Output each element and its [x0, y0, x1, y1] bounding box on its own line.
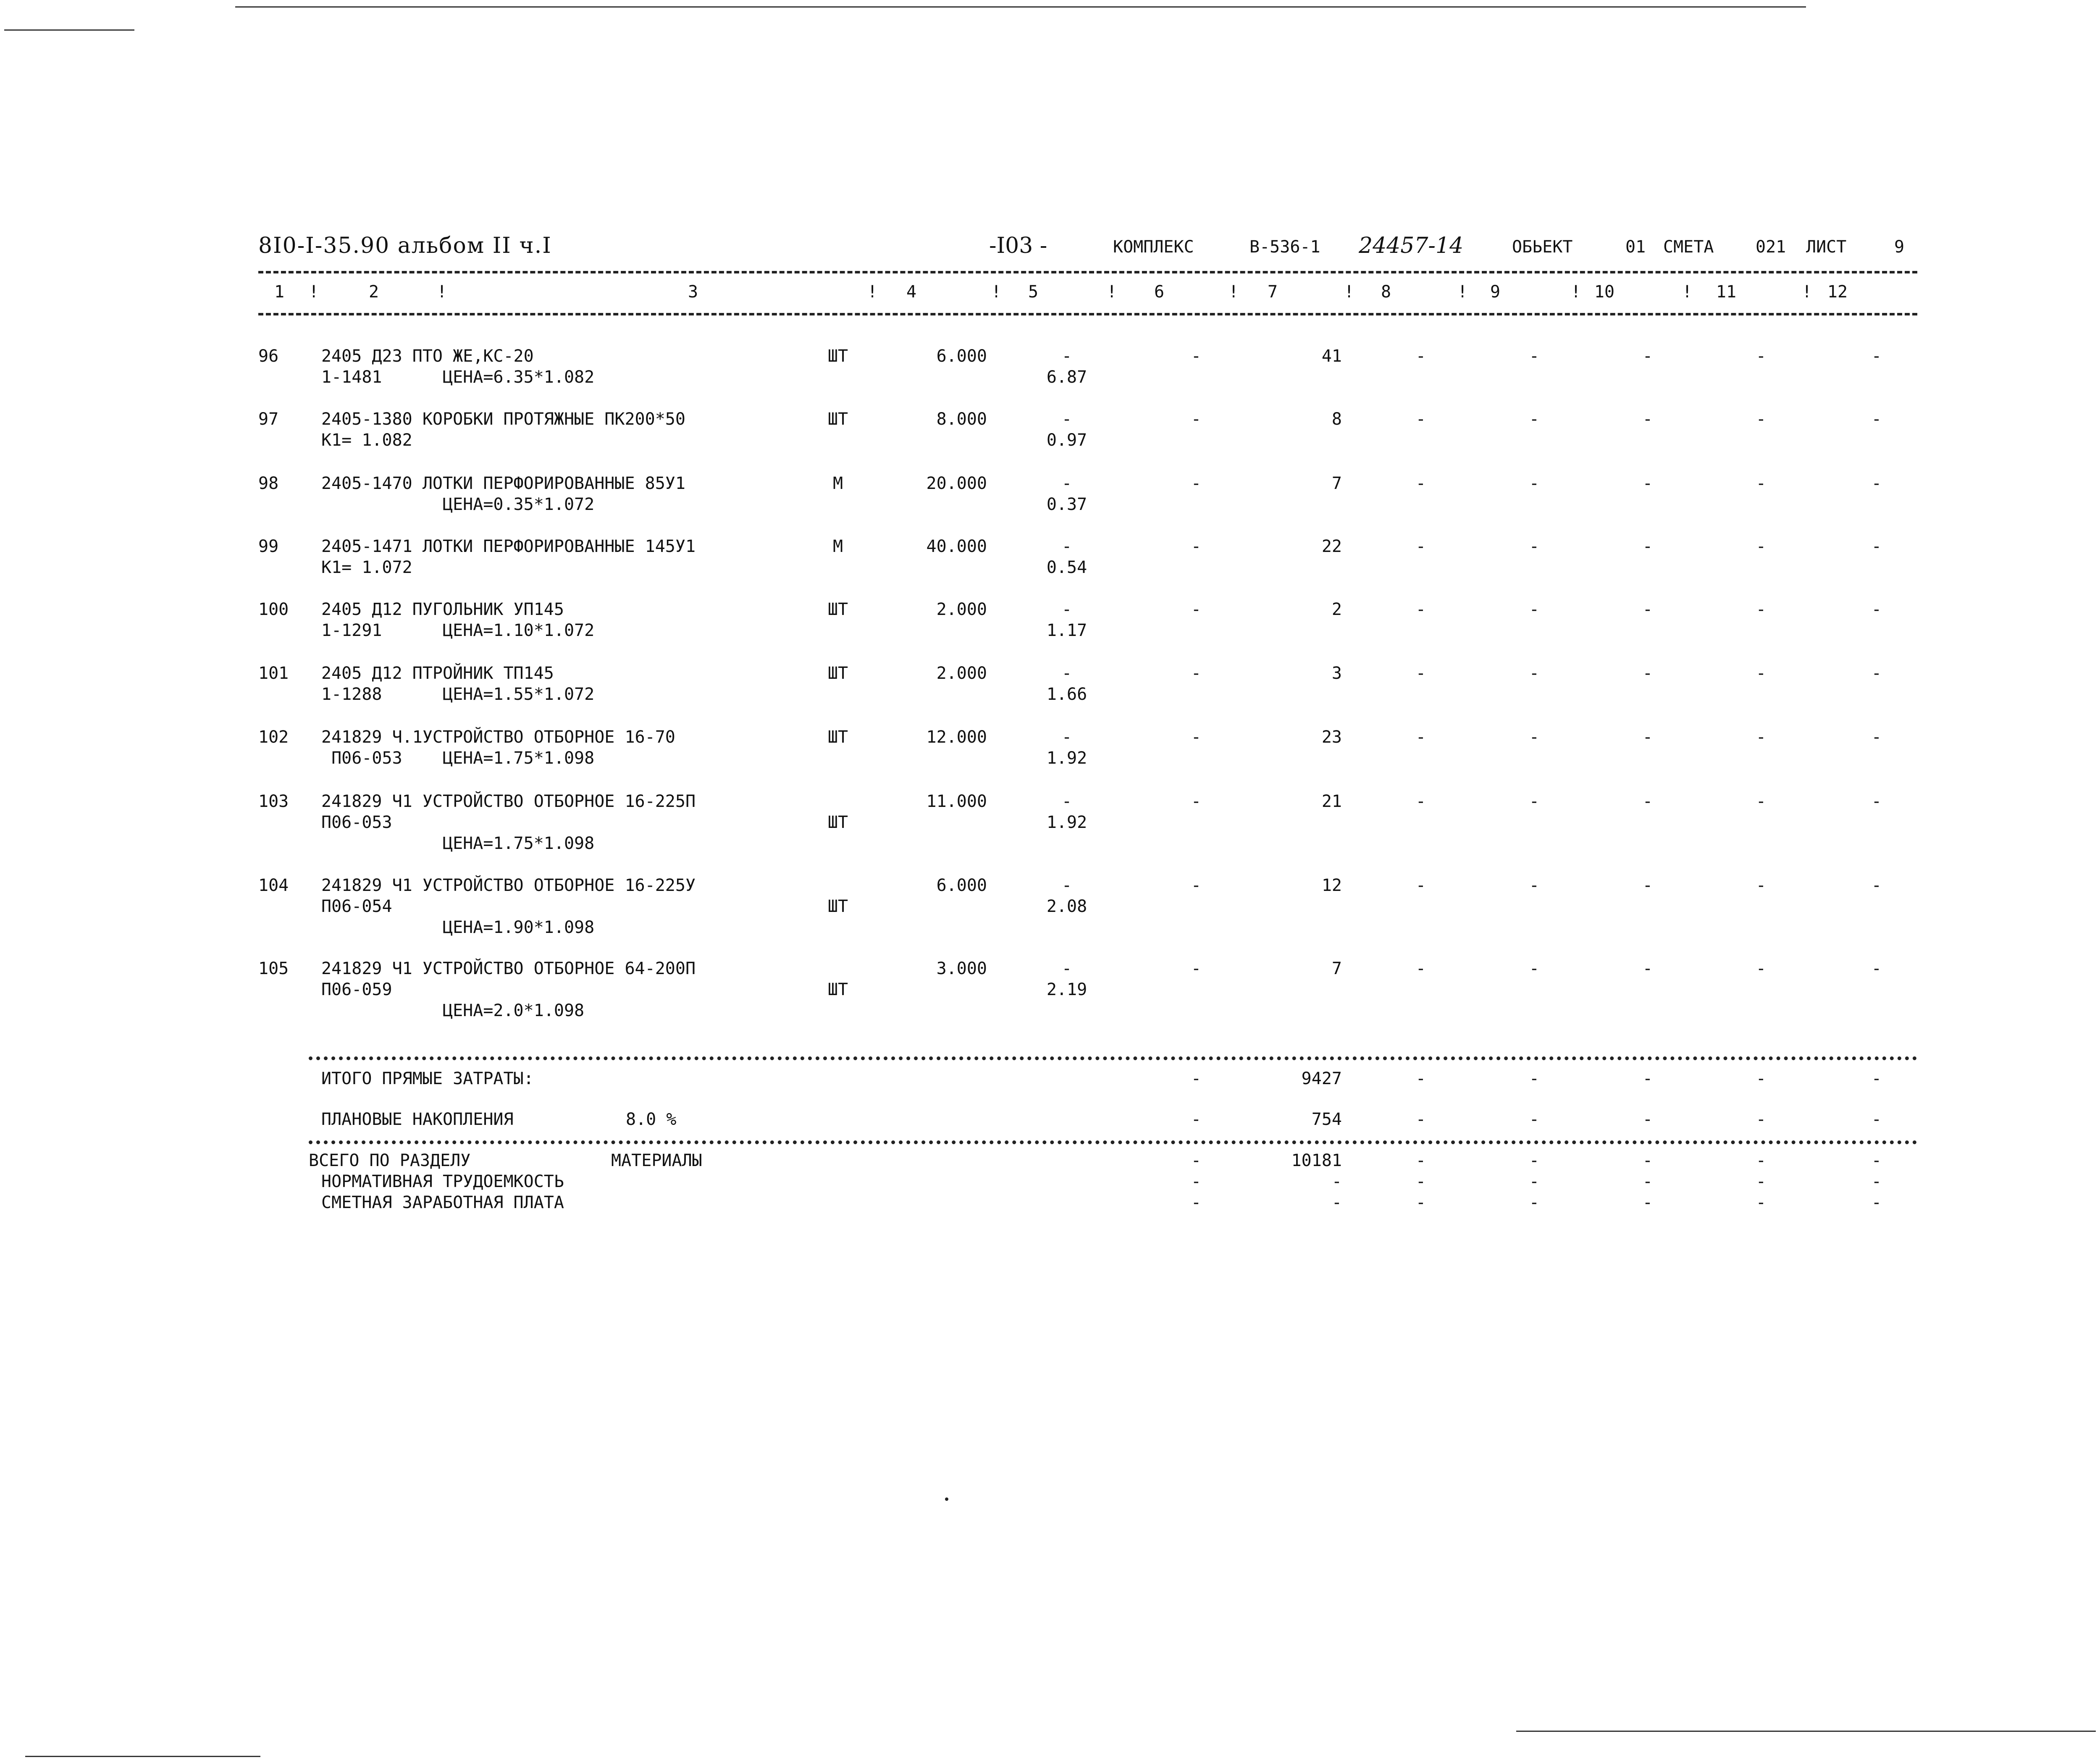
cell-c12: -	[1871, 600, 1882, 619]
cell-c6: -	[1191, 792, 1201, 811]
cell-c6: -	[1191, 474, 1201, 493]
column-header-3: 3	[688, 282, 698, 302]
planned-savings-value: -	[1529, 1110, 1539, 1129]
item-description: 2405-1470 ЛОТКИ ПЕРФОРИРОВАННЫЕ 85У1	[321, 474, 685, 493]
item-description: 2405 Д12 ПТРОЙНИК ТП145	[321, 664, 554, 683]
planned-savings-value: -	[1642, 1110, 1653, 1129]
unit: М	[832, 537, 843, 556]
labor-intensity-value: -	[1756, 1172, 1766, 1191]
planned-savings-value: -	[1191, 1110, 1201, 1129]
unit-price: 0.54	[1046, 558, 1087, 577]
estimated-wage-value: -	[1191, 1193, 1201, 1212]
unit-price: 0.97	[1046, 431, 1087, 450]
direct-costs-value: -	[1191, 1069, 1201, 1088]
cell-c9: -	[1529, 876, 1539, 895]
column-header-8: 8	[1381, 282, 1391, 302]
column-separator: !	[437, 282, 447, 302]
planned-savings-value: -	[1415, 1110, 1426, 1129]
item-code: К1= 1.072	[321, 558, 412, 577]
col5-dash: -	[1061, 792, 1072, 811]
labor-intensity-value: -	[1415, 1172, 1426, 1191]
scan-edge-line-bottom	[1516, 1731, 2096, 1732]
cell-c9: -	[1529, 792, 1539, 811]
unit-price: 0.37	[1046, 495, 1087, 514]
cell-c8: -	[1415, 959, 1426, 978]
quantity: 2.000	[936, 664, 987, 683]
cell-c7: 7	[1331, 959, 1342, 978]
column-header-2: 2	[368, 282, 379, 302]
cell-c6: -	[1191, 876, 1201, 895]
section-total-value: -	[1642, 1151, 1653, 1170]
column-separator: !	[991, 282, 1002, 302]
page-number: -I03 -	[989, 233, 1047, 258]
estimated-wage-value: -	[1756, 1193, 1766, 1212]
cell-c10: -	[1642, 664, 1653, 683]
unit-price: 2.08	[1046, 897, 1087, 916]
col5-dash: -	[1061, 876, 1072, 895]
column-separator: !	[867, 282, 878, 302]
unit: ШТ	[827, 410, 848, 429]
unit-price: 1.92	[1046, 749, 1087, 768]
cell-c11: -	[1756, 728, 1766, 747]
cell-c7: 41	[1321, 347, 1342, 366]
item-description: 241829 Ч1 УСТРОЙСТВО ОТБОРНОЕ 16-225П	[321, 792, 696, 811]
cell-c12: -	[1871, 410, 1882, 429]
cell-c9: -	[1529, 410, 1539, 429]
col5-dash: -	[1061, 347, 1072, 366]
labor-intensity-value: -	[1529, 1172, 1539, 1191]
cell-c7: 23	[1321, 728, 1342, 747]
col5-dash: -	[1061, 410, 1072, 429]
cell-c10: -	[1642, 959, 1653, 978]
quantity: 20.000	[926, 474, 987, 493]
column-header-10: 10	[1594, 282, 1615, 302]
cell-c7: 7	[1331, 474, 1342, 493]
cell-c11: -	[1756, 876, 1766, 895]
row-number: 99	[258, 537, 279, 556]
section-total-value: -	[1756, 1151, 1766, 1170]
estimated-wage-value: -	[1415, 1193, 1426, 1212]
section-total-value: -	[1415, 1151, 1426, 1170]
column-header-6: 6	[1154, 282, 1165, 302]
row-number: 100	[258, 600, 289, 619]
cell-c8: -	[1415, 474, 1426, 493]
item-code: П06-053 ЦЕНА=1.75*1.098	[321, 749, 595, 768]
cell-c6: -	[1191, 410, 1201, 429]
cell-c9: -	[1529, 474, 1539, 493]
cell-c8: -	[1415, 600, 1426, 619]
cell-c9: -	[1529, 347, 1539, 366]
section-name: МАТЕРИАЛЫ	[611, 1151, 702, 1170]
cell-c8: -	[1415, 792, 1426, 811]
cell-c11: -	[1756, 537, 1766, 556]
cell-c8: -	[1415, 347, 1426, 366]
quantity: 12.000	[926, 728, 987, 747]
unit: ШТ	[827, 980, 848, 999]
cell-c12: -	[1871, 959, 1882, 978]
col5-dash: -	[1061, 959, 1072, 978]
cell-c9: -	[1529, 664, 1539, 683]
direct-costs-value: -	[1529, 1069, 1539, 1088]
cell-c6: -	[1191, 959, 1201, 978]
unit: ШТ	[827, 813, 848, 832]
labor-intensity-value: -	[1331, 1172, 1342, 1191]
row-number: 104	[258, 876, 289, 895]
labor-intensity-value: -	[1871, 1172, 1882, 1191]
quantity: 11.000	[926, 792, 987, 811]
estimate-number: 021	[1756, 237, 1786, 257]
cell-c10: -	[1642, 876, 1653, 895]
cell-c11: -	[1756, 474, 1766, 493]
cell-c6: -	[1191, 664, 1201, 683]
item-description: 2405 Д23 ПТО ЖЕ,КС-20	[321, 347, 534, 366]
unit: М	[832, 474, 843, 493]
quantity: 8.000	[936, 410, 987, 429]
direct-costs-value: -	[1756, 1069, 1766, 1088]
unit: ШТ	[827, 897, 848, 916]
section-total-value: -	[1191, 1151, 1201, 1170]
col5-dash: -	[1061, 474, 1072, 493]
cell-c8: -	[1415, 537, 1426, 556]
object-number: 01	[1625, 237, 1646, 257]
direct-costs-value: -	[1415, 1069, 1426, 1088]
totals-rule-bottom	[309, 1140, 1917, 1144]
row-number: 97	[258, 410, 279, 429]
item-code: 1-1288 ЦЕНА=1.55*1.072	[321, 685, 595, 704]
cell-c12: -	[1871, 664, 1882, 683]
cell-c8: -	[1415, 876, 1426, 895]
cell-c9: -	[1529, 728, 1539, 747]
cell-c7: 3	[1331, 664, 1342, 683]
sheet-number: 9	[1894, 237, 1905, 257]
quantity: 40.000	[926, 537, 987, 556]
cell-c10: -	[1642, 347, 1653, 366]
cell-c8: -	[1415, 728, 1426, 747]
quantity: 3.000	[936, 959, 987, 978]
cell-c11: -	[1756, 959, 1766, 978]
estimated-wage-value: -	[1642, 1193, 1653, 1212]
planned-savings-percent: 8.0 %	[626, 1110, 677, 1129]
cell-c7: 21	[1321, 792, 1342, 811]
row-number: 98	[258, 474, 279, 493]
direct-costs-value: 9427	[1301, 1069, 1342, 1088]
unit: ШТ	[827, 728, 848, 747]
row-number: 105	[258, 959, 289, 978]
column-header-11: 11	[1716, 282, 1737, 302]
unit-price: 1.92	[1046, 813, 1087, 832]
item-code: К1= 1.082	[321, 431, 412, 450]
scan-edge-line-bottom-left	[25, 1756, 260, 1757]
cell-c9: -	[1529, 959, 1539, 978]
cell-c9: -	[1529, 600, 1539, 619]
cell-c8: -	[1415, 410, 1426, 429]
item-code: П06-053	[321, 813, 392, 832]
cell-c10: -	[1642, 792, 1653, 811]
cell-c10: -	[1642, 410, 1653, 429]
cell-c11: -	[1756, 664, 1766, 683]
sheet-label: ЛИСТ	[1806, 237, 1847, 257]
cell-c6: -	[1191, 600, 1201, 619]
column-header-1: 1	[274, 282, 285, 302]
cell-c6: -	[1191, 728, 1201, 747]
row-number: 103	[258, 792, 289, 811]
item-description: 241829 Ч1 УСТРОЙСТВО ОТБОРНОЕ 16-225У	[321, 876, 696, 895]
item-description: 241829 Ч.1УСТРОЙСТВО ОТБОРНОЕ 16-70	[321, 728, 675, 747]
section-total-value: -	[1871, 1151, 1882, 1170]
column-header-9: 9	[1490, 282, 1501, 302]
quantity: 6.000	[936, 347, 987, 366]
handwritten-number: 24457-14	[1359, 233, 1464, 258]
unit: ШТ	[827, 347, 848, 366]
item-code: П06-059	[321, 980, 392, 999]
item-price: ЦЕНА=1.90*1.098	[321, 918, 595, 937]
column-separator: !	[1344, 282, 1354, 302]
item-code: 1-1291 ЦЕНА=1.10*1.072	[321, 621, 595, 640]
cell-c11: -	[1756, 347, 1766, 366]
estimated-wage-label: СМЕТНАЯ ЗАРАБОТНАЯ ПЛАТА	[321, 1193, 564, 1212]
section-total-label: ВСЕГО ПО РАЗДЕЛУ	[309, 1151, 471, 1170]
cell-c11: -	[1756, 600, 1766, 619]
col5-dash: -	[1061, 600, 1072, 619]
unit: ШТ	[827, 664, 848, 683]
item-description: 241829 Ч1 УСТРОЙСТВО ОТБОРНОЕ 64-200П	[321, 959, 696, 978]
estimated-wage-value: -	[1871, 1193, 1882, 1212]
cell-c10: -	[1642, 728, 1653, 747]
unit-price: 1.66	[1046, 685, 1087, 704]
labor-intensity-label: НОРМАТИВНАЯ ТРУДОЕМКОСТЬ	[321, 1172, 564, 1191]
item-description: 2405 Д12 ПУГОЛЬНИК УП145	[321, 600, 564, 619]
column-separator: !	[1682, 282, 1693, 302]
item-description: 2405-1380 КОРОБКИ ПРОТЯЖНЫЕ ПК200*50	[321, 410, 685, 429]
row-number: 101	[258, 664, 289, 683]
row-number: 102	[258, 728, 289, 747]
estimated-wage-value: -	[1529, 1193, 1539, 1212]
header-rule-top	[258, 271, 1917, 273]
cell-c10: -	[1642, 474, 1653, 493]
quantity: 6.000	[936, 876, 987, 895]
col5-dash: -	[1061, 728, 1072, 747]
planned-savings-value: 754	[1311, 1110, 1342, 1129]
column-separator: !	[1457, 282, 1468, 302]
unit: ШТ	[827, 600, 848, 619]
planned-savings-value: -	[1871, 1110, 1882, 1129]
item-code: ЦЕНА=0.35*1.072	[321, 495, 595, 514]
col5-dash: -	[1061, 664, 1072, 683]
estimated-wage-value: -	[1331, 1193, 1342, 1212]
cell-c6: -	[1191, 537, 1201, 556]
cell-c11: -	[1756, 410, 1766, 429]
object-label: ОБЬЕКТ	[1512, 237, 1573, 257]
header-rule-bottom	[258, 313, 1917, 315]
cell-c12: -	[1871, 728, 1882, 747]
cell-c7: 12	[1321, 876, 1342, 895]
direct-costs-label: ИТОГО ПРЯМЫЕ ЗАТРАТЫ:	[321, 1069, 534, 1088]
labor-intensity-value: -	[1642, 1172, 1653, 1191]
column-separator: !	[1802, 282, 1812, 302]
item-description: 2405-1471 ЛОТКИ ПЕРФОРИРОВАННЫЕ 145У1	[321, 537, 696, 556]
column-header-7: 7	[1267, 282, 1278, 302]
unit-price: 1.17	[1046, 621, 1087, 640]
unit-price: 2.19	[1046, 980, 1087, 999]
direct-costs-value: -	[1871, 1069, 1882, 1088]
section-total-value: -	[1529, 1151, 1539, 1170]
cell-c10: -	[1642, 600, 1653, 619]
cell-c8: -	[1415, 664, 1426, 683]
item-price: ЦЕНА=1.75*1.098	[321, 834, 595, 853]
column-header-12: 12	[1827, 282, 1848, 302]
planned-savings-value: -	[1756, 1110, 1766, 1129]
cell-c7: 22	[1321, 537, 1342, 556]
column-separator: !	[1228, 282, 1239, 302]
section-total-value: 10181	[1291, 1151, 1342, 1170]
col5-dash: -	[1061, 537, 1072, 556]
cell-c12: -	[1871, 876, 1882, 895]
cell-c9: -	[1529, 537, 1539, 556]
scan-speck	[945, 1497, 948, 1501]
column-separator: !	[309, 282, 319, 302]
column-separator: !	[1107, 282, 1117, 302]
complex-code: В-536-1	[1250, 237, 1320, 257]
cell-c12: -	[1871, 537, 1882, 556]
cell-c7: 2	[1331, 600, 1342, 619]
cell-c12: -	[1871, 347, 1882, 366]
cell-c7: 8	[1331, 410, 1342, 429]
cell-c12: -	[1871, 474, 1882, 493]
complex-label: КОМПЛЕКС	[1113, 237, 1194, 257]
estimate-label: СМЕТА	[1663, 237, 1714, 257]
column-separator: !	[1571, 282, 1581, 302]
row-number: 96	[258, 347, 279, 366]
totals-rule-top	[309, 1056, 1917, 1060]
unit-price: 6.87	[1046, 368, 1087, 387]
album-title: 8I0-I-35.90 альбом II ч.I	[258, 233, 552, 258]
quantity: 2.000	[936, 600, 987, 619]
column-header-4: 4	[906, 282, 917, 302]
item-code: 1-1481 ЦЕНА=6.35*1.082	[321, 368, 595, 387]
cell-c10: -	[1642, 537, 1653, 556]
scan-edge-line-top-left	[4, 29, 134, 31]
labor-intensity-value: -	[1191, 1172, 1201, 1191]
item-price: ЦЕНА=2.0*1.098	[321, 1001, 585, 1020]
column-header-5: 5	[1028, 282, 1039, 302]
cell-c11: -	[1756, 792, 1766, 811]
cell-c12: -	[1871, 792, 1882, 811]
item-code: П06-054	[321, 897, 392, 916]
scan-edge-line-top	[235, 6, 1806, 8]
cell-c6: -	[1191, 347, 1201, 366]
planned-savings-label: ПЛАНОВЫЕ НАКОПЛЕНИЯ	[321, 1110, 514, 1129]
direct-costs-value: -	[1642, 1069, 1653, 1088]
